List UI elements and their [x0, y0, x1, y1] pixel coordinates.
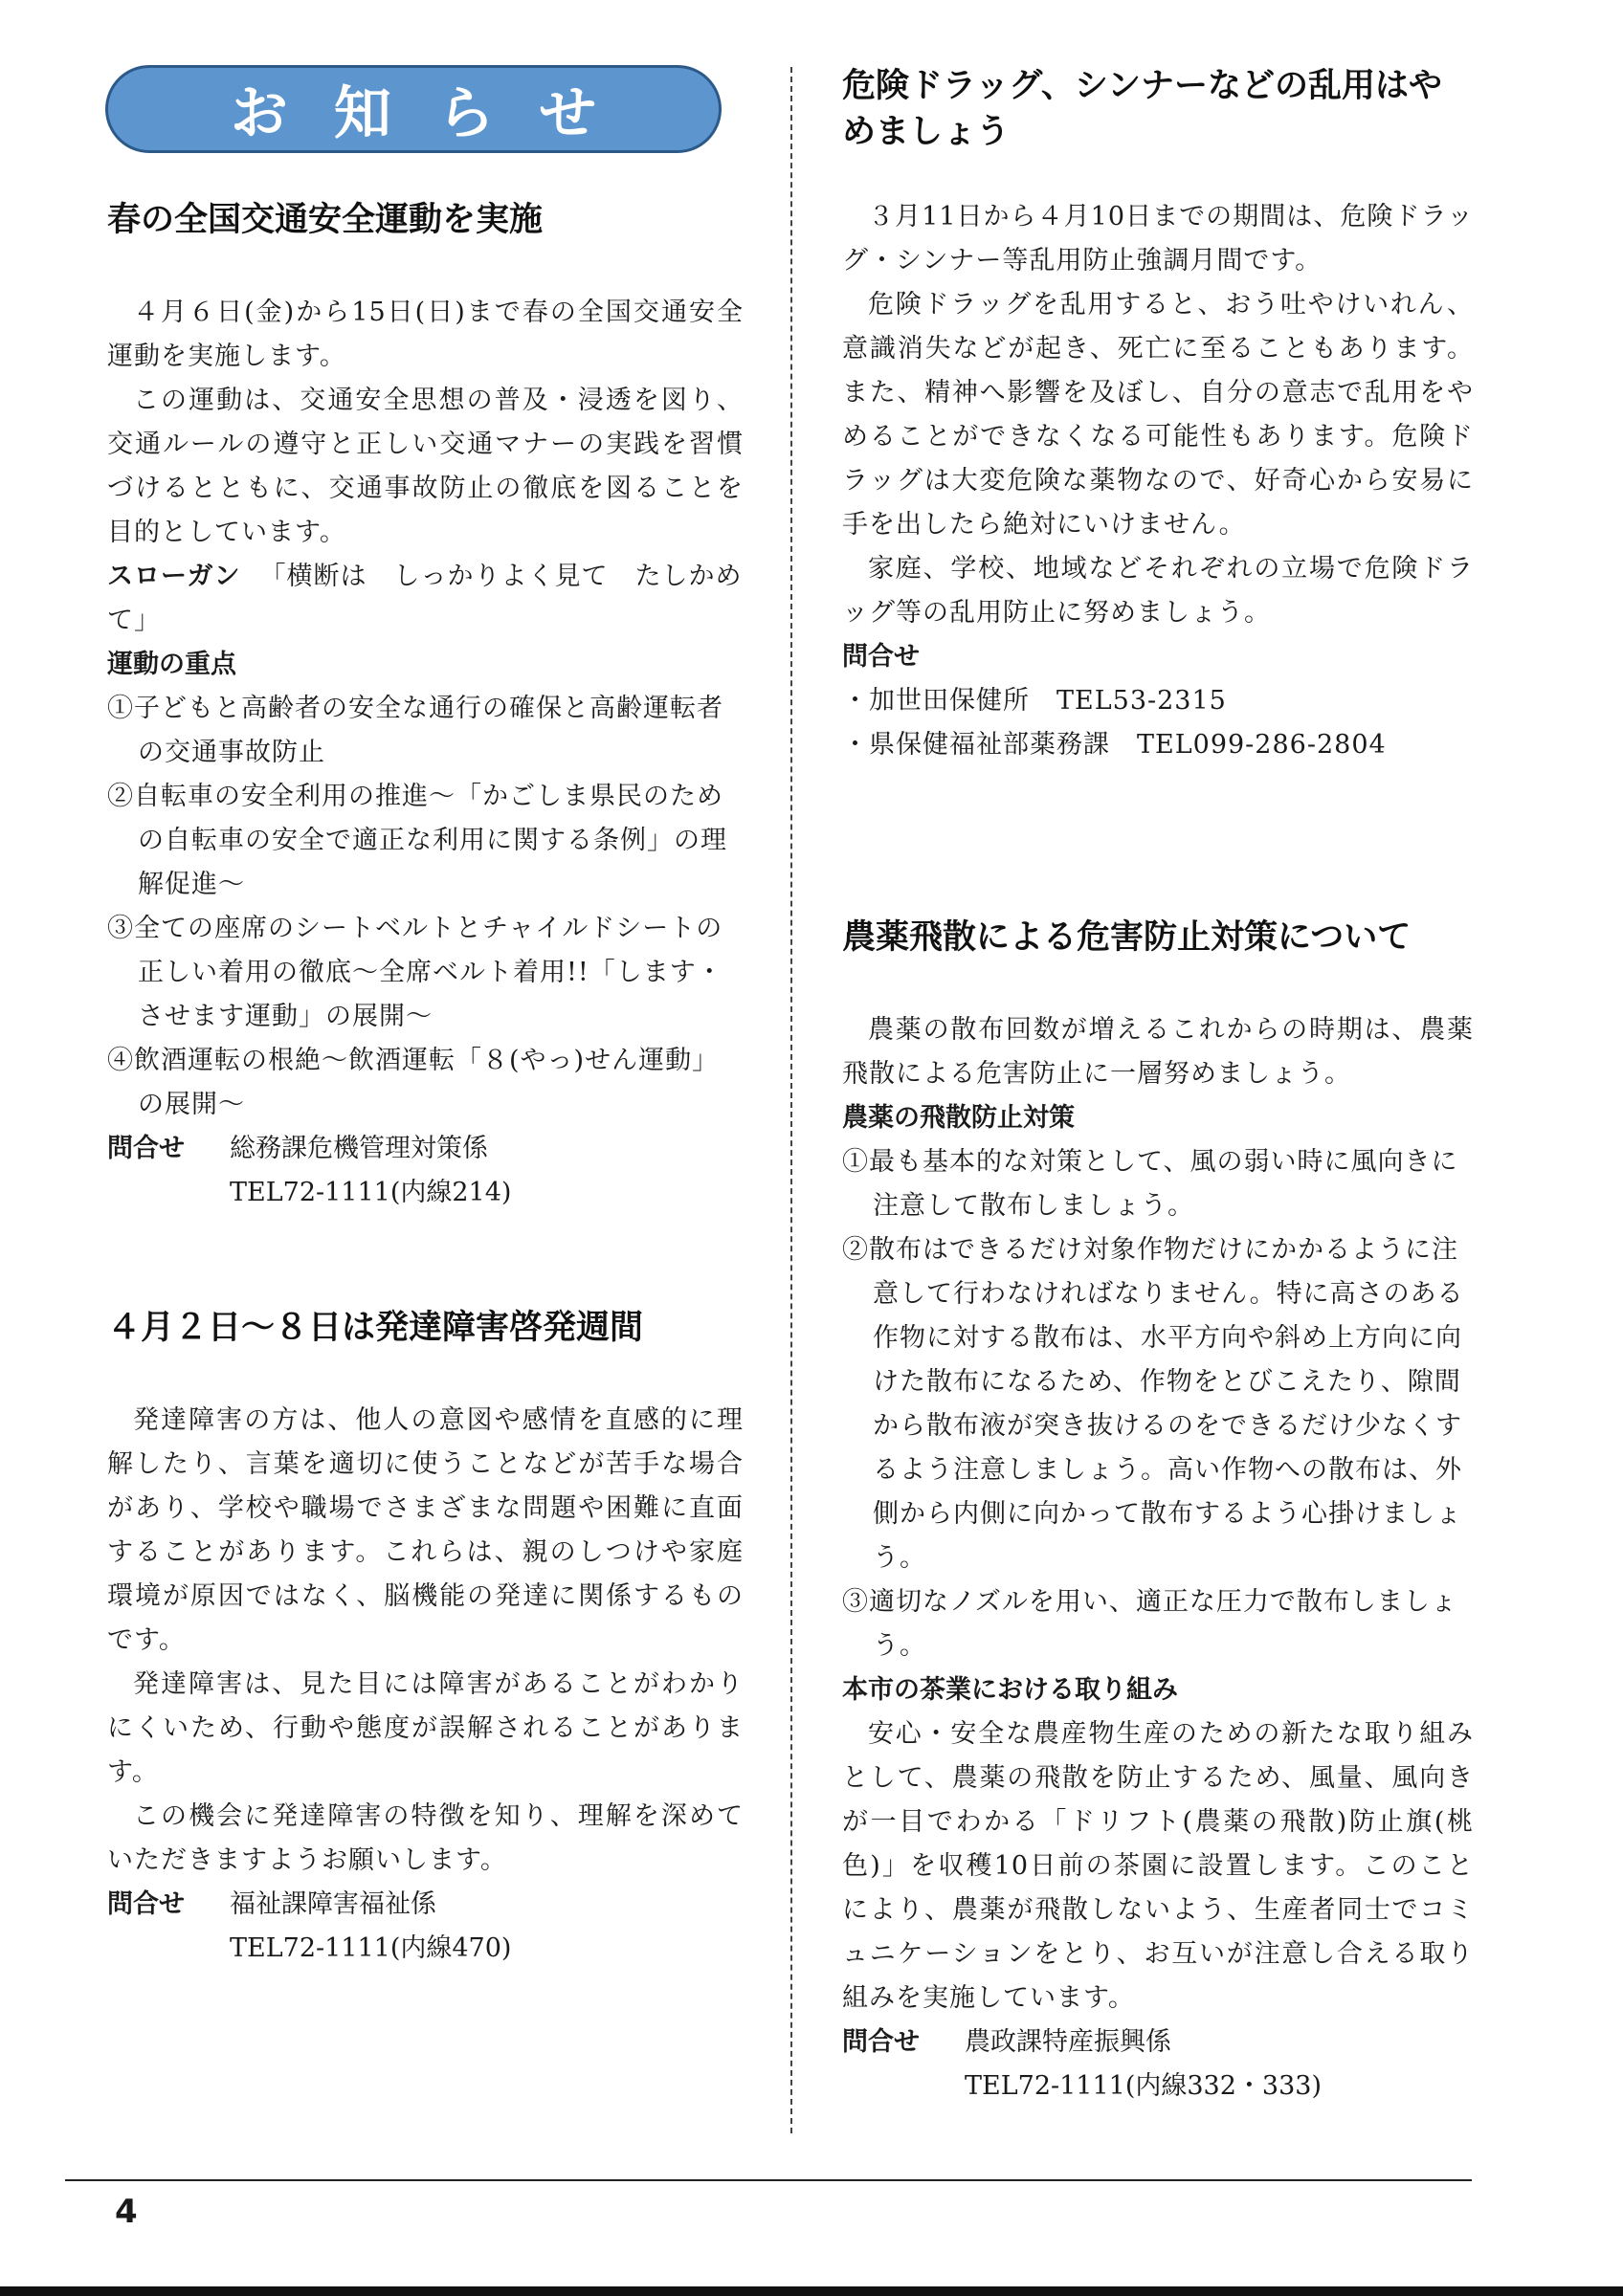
pesticide-intro: 農薬の散布回数が増えるこれからの時期は、農薬飛散による危害防止に一層努めましょう。: [842, 1015, 1474, 1089]
dev-paragraph-1: 発達障害の方は、他人の意図や感情を直感的に理解したり、言葉を適切に使うことなどが苦手な場合があり、学校や職場でさまざまな問題や困難に直面することがあります。これらは、親のしつけや家庭環境が原因ではなく、脳機能の発達に関係するものです。: [107, 1405, 744, 1655]
dev-paragraph-2: 発達障害は、見た目には障害があることがわかりにくいため、行動や態度が誤解されることがあります。: [107, 1669, 744, 1787]
traffic-safety-title: 春の全国交通安全運動を実施: [107, 201, 544, 239]
page-number: 4: [115, 2193, 138, 2231]
dev-contact-tel: TEL72-1111(内線470): [230, 1933, 512, 1963]
pesticide-contact-label: 問合せ: [842, 2027, 920, 2057]
banner-title: お知らせ: [230, 80, 643, 147]
campaign-point-4: ④飲酒運転の根絶～飲酒運転「８(やっ)せん運動」の展開～: [107, 1046, 720, 1119]
tea-initiative-label: 本市の茶業における取り組み: [842, 1675, 1178, 1705]
campaign-point-1: ①子どもと高齢者の安全な通行の確保と高齢運転者の交通事故防止: [107, 694, 723, 767]
developmental-disorder-section: [107, 1305, 744, 1971]
dev-contact-label: 問合せ: [107, 1889, 185, 1919]
traffic-contact-tel: TEL72-1111(内線214): [230, 1178, 512, 1207]
pesticide-measure-3: ③適切なノズルを用い、適正な圧力で散布しましょう。: [842, 1587, 1457, 1661]
footer-rule: [65, 2179, 1472, 2181]
slogan-label: スローガン: [107, 562, 241, 591]
dangerous-drug-section: [842, 63, 1474, 767]
campaign-point-2: ②自転車の安全利用の推進～「かごしま県民のための自転車の安全で適正な利用に関する条例」の理解促進～: [107, 782, 727, 899]
campaign-point-3: ③全ての座席のシートベルトとチャイルドシートの正しい着用の徹底～全席ベルト着用!!「します・させます運動」の展開～: [107, 914, 723, 1031]
tea-initiative-text: 安心・安全な農産物生産のための新たな取り組みとして、農薬の飛散を防止するため、風量、風向きが一目でわかる「ドリフト(農薬の飛散)防止旗(桃色)」を収穫10日前の茶園に設置します。このことにより、農薬が飛散しないよう、生産者同士でコミュニケーションをとり、お互いが注意し合える取り組みを実施しています。: [842, 1719, 1474, 2013]
pesticide-contact-tel: TEL72-1111(内線332・333): [965, 2071, 1322, 2101]
traffic-safety-section: [107, 197, 744, 1215]
bottom-edge-bar: [0, 2286, 1623, 2296]
pesticide-section: [842, 915, 1474, 2108]
drug-paragraph-1: ３月11日から４月10日までの期間は、危険ドラッグ・シンナー等乱用防止強調月間です。: [842, 202, 1474, 276]
dev-paragraph-3: この機会に発達障害の特徴を知り、理解を深めていただきますようお願いします。: [107, 1801, 744, 1875]
campaign-points-label: 運動の重点: [107, 650, 236, 679]
traffic-paragraph-2: この運動は、交通安全思想の普及・浸透を図り、交通ルールの遵守と正しい交通マナーの実践を習慣づけるとともに、交通事故防止の徹底を図ることを目的としています。: [107, 386, 744, 547]
pesticide-measures-label: 農薬の飛散防止対策: [842, 1103, 1075, 1133]
column-divider: [790, 67, 792, 2133]
drug-contact-label: 問合せ: [842, 642, 920, 672]
slogan: [107, 555, 744, 643]
drug-paragraph-3: 家庭、学校、地域などそれぞれの立場で危険ドラッグ等の乱用防止に努めましょう。: [842, 554, 1474, 628]
developmental-disorder-title: ４月２日～８日は発達障害啓発週間: [107, 1309, 644, 1347]
dev-contact-dept: 福祉課障害福祉係: [230, 1889, 436, 1919]
pesticide-measure-1: ①最も基本的な対策として、風の弱い時に風向きに注意して散布しましょう。: [842, 1147, 1458, 1221]
pesticide-contact: [842, 2020, 1474, 2064]
notice-banner: [105, 65, 722, 153]
traffic-paragraph-1: ４月６日(金)から15日(日)まで春の全国交通安全運動を実施します。: [107, 298, 744, 371]
slogan-text: 「横断は しっかりよく見て たしかめて」: [107, 562, 743, 635]
drug-contact-2: ・県保健福祉部薬務課 TEL099-286-2804: [842, 730, 1387, 760]
pesticide-measure-2: ②散布はできるだけ対象作物だけにかかるように注意して行わなければなりません。特に高さのある作物に対する散布は、水平方向や斜め上方向に向けた散布になるため、作物をとびこえたり、隙間から散布液が突き抜けるのをできるだけ少なくするよう注意しましょう。高い作物への散布は、外側から内側に向かって散布するよう心掛けましょう。: [842, 1235, 1464, 1573]
drug-contact-1: ・加世田保健所 TEL53-2315: [842, 686, 1227, 716]
pesticide-contact-dept: 農政課特産振興係: [965, 2027, 1171, 2057]
drug-paragraph-2: 危険ドラッグを乱用すると、おう吐やけいれん、意識消失などが起き、死亡に至ることもあります。また、精神へ影響を及ぼし、自分の意志で乱用をやめることができなくなる可能性もあります。危険ドラッグは大変危険な薬物なので、好奇心から安易に手を出したら絶対にいけません。: [842, 290, 1474, 540]
traffic-contact-dept: 総務課危機管理対策係: [230, 1134, 488, 1163]
dev-contact: [107, 1883, 744, 1927]
pesticide-title: 農薬飛散による危害防止対策について: [842, 918, 1412, 957]
traffic-contact-label: 問合せ: [107, 1134, 185, 1163]
dangerous-drug-title: 危険ドラッグ、シンナーなどの乱用はやめましょう: [842, 67, 1443, 151]
traffic-contact: [107, 1127, 744, 1171]
